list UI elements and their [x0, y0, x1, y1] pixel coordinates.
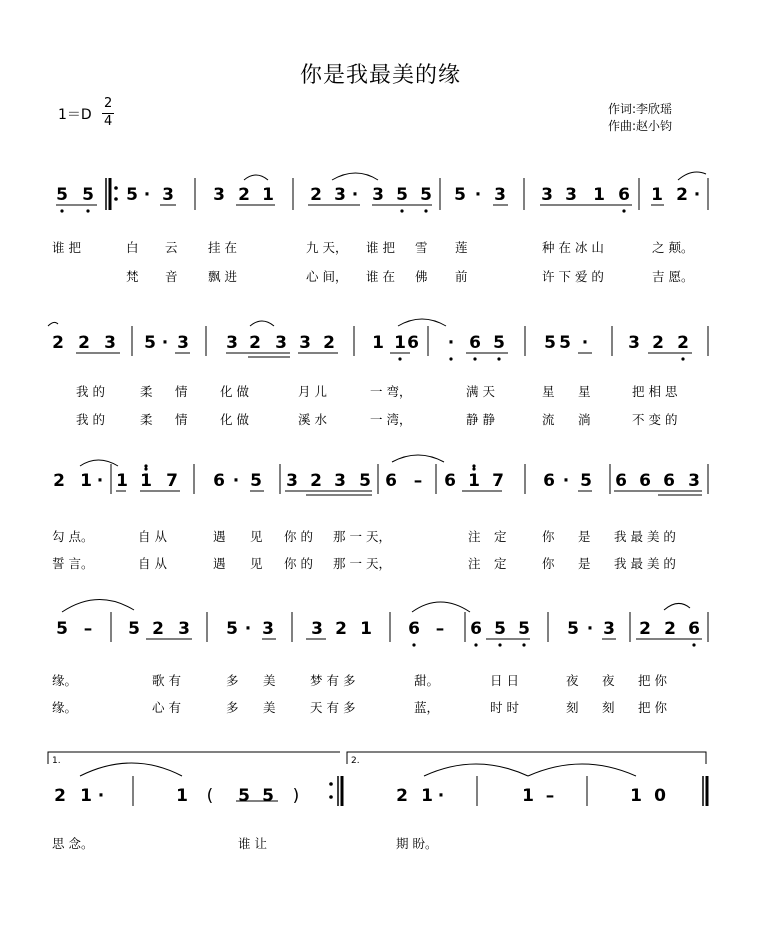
svg-text:2: 2 [664, 619, 676, 639]
svg-text:1.: 1. [52, 756, 61, 766]
svg-text:2: 2 [249, 333, 261, 353]
svg-text:5: 5 [262, 786, 274, 806]
svg-text:2: 2 [152, 619, 164, 639]
svg-text:5: 5 [494, 619, 506, 639]
svg-text:2: 2 [676, 185, 688, 205]
svg-text:·: · [143, 185, 151, 205]
svg-text:心 有: 心 有 [152, 700, 181, 715]
svg-text:6: 6 [407, 333, 419, 353]
svg-text:·: · [351, 185, 359, 205]
svg-text:日 日: 日 日 [490, 673, 519, 688]
svg-text:3: 3 [262, 619, 274, 639]
svg-text:流: 流 [542, 412, 555, 427]
svg-text:7: 7 [492, 471, 504, 491]
svg-text:刻: 刻 [566, 700, 579, 715]
svg-text:5: 5 [56, 185, 68, 205]
svg-text:佛: 佛 [415, 269, 428, 284]
svg-text:6: 6 [618, 185, 630, 205]
svg-text:勾 点。: 勾 点。 [52, 529, 94, 544]
svg-text:遇: 遇 [213, 529, 226, 544]
svg-text:2: 2 [639, 619, 651, 639]
svg-text:把 相 思: 把 相 思 [632, 384, 678, 399]
svg-text:5: 5 [559, 333, 571, 353]
svg-text:吉 愿。: 吉 愿。 [652, 269, 694, 284]
svg-text:是: 是 [578, 529, 591, 544]
svg-text:柔: 柔 [140, 384, 153, 399]
svg-text:谁 把: 谁 把 [366, 240, 395, 255]
svg-text:1: 1 [394, 333, 406, 353]
svg-text:·: · [97, 786, 105, 806]
svg-text:–: – [435, 619, 445, 639]
svg-text:夜: 夜 [602, 673, 615, 688]
svg-text:3: 3 [541, 185, 553, 205]
svg-text:1: 1 [140, 471, 152, 491]
svg-text:3: 3 [299, 333, 311, 353]
svg-text:3: 3 [603, 619, 615, 639]
svg-text:遇: 遇 [213, 556, 226, 571]
svg-text:2: 2 [238, 185, 250, 205]
svg-text:化 做: 化 做 [220, 412, 249, 427]
svg-text:(: ( [206, 786, 214, 806]
svg-text:5: 5 [544, 333, 556, 353]
svg-text:谁 把: 谁 把 [52, 240, 81, 255]
lyrics [52, 240, 693, 851]
svg-text:天 有 多: 天 有 多 [310, 700, 356, 715]
composer-credit: 作曲:赵小钧 [608, 119, 673, 133]
svg-text:1: 1 [360, 619, 372, 639]
svg-text:我 的: 我 的 [76, 384, 105, 399]
svg-text:6: 6 [663, 471, 675, 491]
svg-text:5: 5 [518, 619, 530, 639]
svg-text:多: 多 [226, 700, 239, 715]
svg-text:5: 5 [144, 333, 156, 353]
svg-text:那 一 天，: 那 一 天， [333, 529, 391, 544]
svg-text:7: 7 [166, 471, 178, 491]
svg-text:3: 3 [226, 333, 238, 353]
svg-text:5: 5 [250, 471, 262, 491]
svg-text:6: 6 [469, 333, 481, 353]
svg-text:夜: 夜 [566, 673, 579, 688]
svg-text:·: · [161, 333, 169, 353]
svg-text:–: – [413, 471, 423, 491]
svg-text:云: 云 [165, 240, 178, 255]
svg-text:化 做: 化 做 [220, 384, 249, 399]
svg-text:5: 5 [238, 786, 250, 806]
svg-text:你 的: 你 的 [284, 529, 313, 544]
svg-text:1: 1 [80, 471, 92, 491]
svg-text:满 天: 满 天 [466, 384, 495, 399]
svg-text:九 天，: 九 天， [306, 240, 348, 255]
svg-text:音: 音 [165, 269, 178, 284]
svg-text:3: 3 [334, 471, 346, 491]
svg-text:2: 2 [78, 333, 90, 353]
svg-text:5: 5 [128, 619, 140, 639]
svg-text:2.: 2. [351, 756, 360, 766]
svg-text:星: 星 [578, 384, 591, 399]
svg-text:美: 美 [263, 673, 276, 688]
svg-text:3: 3 [286, 471, 298, 491]
volta-labels [52, 756, 360, 766]
svg-text:5: 5 [580, 471, 592, 491]
svg-text:5: 5 [567, 619, 579, 639]
svg-text:时 时: 时 时 [490, 700, 519, 715]
svg-text:·: · [437, 786, 445, 806]
svg-text:注: 注 [468, 529, 481, 544]
svg-text:1: 1 [116, 471, 128, 491]
svg-text:3: 3 [275, 333, 287, 353]
svg-text:2: 2 [677, 333, 689, 353]
svg-text:): ) [292, 786, 300, 806]
song-title: 你是我最美的缘 [299, 63, 461, 88]
svg-text:我 最 美 的: 我 最 美 的 [614, 556, 676, 571]
svg-text:一 弯，: 一 弯， [370, 384, 412, 399]
svg-text:2: 2 [310, 185, 322, 205]
svg-text:6: 6 [543, 471, 555, 491]
svg-text:5: 5 [82, 185, 94, 205]
svg-text:谁 在: 谁 在 [366, 269, 395, 284]
svg-text:5: 5 [126, 185, 138, 205]
time-signature-top: 2 [104, 96, 113, 111]
svg-text:3: 3 [177, 333, 189, 353]
svg-text:3: 3 [178, 619, 190, 639]
svg-text:2: 2 [310, 471, 322, 491]
svg-text:3: 3 [311, 619, 323, 639]
svg-text:3: 3 [162, 185, 174, 205]
svg-text:·: · [244, 619, 252, 639]
svg-text:3: 3 [334, 185, 346, 205]
svg-text:·: · [586, 619, 594, 639]
svg-text:静 静: 静 静 [466, 412, 495, 427]
svg-text:一 湾，: 一 湾， [370, 412, 412, 427]
svg-text:6: 6 [615, 471, 627, 491]
svg-text:挂 在: 挂 在 [208, 240, 237, 255]
svg-text:2: 2 [323, 333, 335, 353]
svg-text:情: 情 [175, 412, 188, 427]
svg-text:心 间，: 心 间， [306, 269, 348, 284]
svg-text:见: 见 [250, 529, 263, 544]
svg-text:2: 2 [54, 786, 66, 806]
svg-text:·: · [474, 185, 482, 205]
high-octave-dot [144, 467, 147, 470]
svg-text:6: 6 [213, 471, 225, 491]
svg-text:注: 注 [468, 556, 481, 571]
svg-text:2: 2 [53, 471, 65, 491]
svg-text:1: 1 [176, 786, 188, 806]
svg-text:6: 6 [408, 619, 420, 639]
svg-text:6: 6 [688, 619, 700, 639]
svg-text:2: 2 [52, 333, 64, 353]
svg-text:5: 5 [56, 619, 68, 639]
svg-text:种 在 冰 山: 种 在 冰 山 [542, 240, 604, 255]
svg-text:你 的: 你 的 [284, 556, 313, 571]
svg-text:3: 3 [494, 185, 506, 205]
key-signature: 1＝D [58, 107, 92, 123]
svg-text:3: 3 [213, 185, 225, 205]
svg-text:我 最 美 的: 我 最 美 的 [614, 529, 676, 544]
svg-text:1: 1 [262, 185, 274, 205]
svg-text:淌: 淌 [578, 412, 591, 427]
svg-text:白: 白 [126, 240, 139, 255]
svg-text:1: 1 [468, 471, 480, 491]
svg-text:那 一 天，: 那 一 天， [333, 556, 391, 571]
svg-text:蓝，: 蓝， [414, 700, 440, 715]
svg-text:是: 是 [578, 556, 591, 571]
lyricist-credit: 作词:李欣瑶 [608, 102, 673, 116]
svg-text:把 你: 把 你 [638, 673, 667, 688]
svg-text:多: 多 [226, 673, 239, 688]
svg-text:情: 情 [175, 384, 188, 399]
svg-text:见: 见 [250, 556, 263, 571]
svg-text:甜。: 甜。 [414, 673, 440, 688]
svg-text:·: · [581, 333, 589, 353]
svg-text:定: 定 [494, 556, 507, 571]
svg-text:·: · [447, 333, 455, 353]
svg-text:谁 让: 谁 让 [238, 836, 267, 851]
svg-text:缘。: 缘。 [52, 673, 78, 688]
svg-text:星: 星 [542, 384, 555, 399]
svg-text:·: · [693, 185, 701, 205]
svg-text:思 念。: 思 念。 [52, 836, 94, 851]
svg-text:缘。: 缘。 [52, 700, 78, 715]
svg-text:1: 1 [80, 786, 92, 806]
svg-text:1: 1 [593, 185, 605, 205]
svg-text:把 你: 把 你 [638, 700, 667, 715]
svg-text:3: 3 [372, 185, 384, 205]
svg-text:之 颠。: 之 颠。 [652, 240, 694, 255]
svg-text:·: · [562, 471, 570, 491]
svg-text:5: 5 [420, 185, 432, 205]
svg-text:6: 6 [444, 471, 456, 491]
svg-text:前: 前 [455, 269, 468, 284]
svg-text:不 变 的: 不 变 的 [632, 412, 678, 427]
svg-text:雪: 雪 [415, 240, 428, 255]
svg-text:2: 2 [652, 333, 664, 353]
svg-text:3: 3 [565, 185, 577, 205]
svg-text:1: 1 [651, 185, 663, 205]
svg-text:誓 言。: 誓 言。 [52, 556, 94, 571]
svg-text:定: 定 [494, 529, 507, 544]
svg-text:月 儿: 月 儿 [298, 384, 327, 399]
svg-text:2: 2 [335, 619, 347, 639]
svg-text:·: · [96, 471, 104, 491]
svg-text:许 下 爱 的: 许 下 爱 的 [542, 269, 604, 284]
svg-text:你: 你 [542, 556, 555, 571]
svg-text:5: 5 [396, 185, 408, 205]
svg-text:歌 有: 歌 有 [152, 673, 181, 688]
svg-text:我 的: 我 的 [76, 412, 105, 427]
svg-text:·: · [232, 471, 240, 491]
svg-text:莲: 莲 [455, 240, 468, 255]
svg-text:梵: 梵 [126, 269, 139, 284]
svg-text:期 盼。: 期 盼。 [396, 836, 438, 851]
svg-text:–: – [545, 786, 555, 806]
svg-text:5: 5 [454, 185, 466, 205]
svg-text:5: 5 [226, 619, 238, 639]
high-octave-dot [472, 467, 475, 470]
svg-text:3: 3 [628, 333, 640, 353]
svg-text:刻: 刻 [602, 700, 615, 715]
svg-text:6: 6 [470, 619, 482, 639]
time-signature-bottom: 4 [104, 114, 113, 129]
svg-text:3: 3 [104, 333, 116, 353]
svg-text:1: 1 [630, 786, 642, 806]
svg-text:5: 5 [359, 471, 371, 491]
svg-text:1: 1 [522, 786, 534, 806]
svg-text:0: 0 [654, 786, 666, 806]
svg-text:–: – [83, 619, 93, 639]
svg-text:飘 进: 飘 进 [208, 269, 237, 284]
svg-text:美: 美 [263, 700, 276, 715]
svg-text:2: 2 [396, 786, 408, 806]
svg-text:你: 你 [542, 529, 555, 544]
svg-text:1: 1 [372, 333, 384, 353]
svg-text:溪 水: 溪 水 [298, 412, 327, 427]
svg-text:自 从: 自 从 [138, 556, 167, 571]
system-5 [48, 752, 707, 806]
svg-text:自 从: 自 从 [138, 529, 167, 544]
svg-text:6: 6 [639, 471, 651, 491]
svg-text:柔: 柔 [140, 412, 153, 427]
svg-text:1: 1 [421, 786, 433, 806]
svg-text:5: 5 [493, 333, 505, 353]
svg-text:6: 6 [385, 471, 397, 491]
svg-text:梦 有 多: 梦 有 多 [310, 673, 356, 688]
svg-text:3: 3 [688, 471, 700, 491]
